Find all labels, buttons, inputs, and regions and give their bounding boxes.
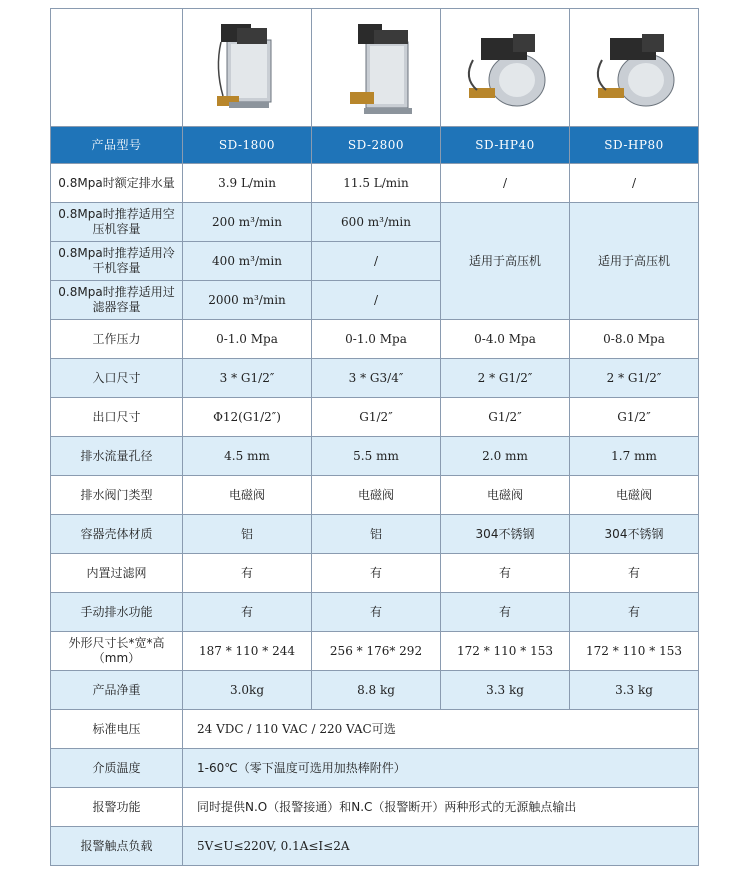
row-working-pressure (51, 320, 699, 359)
label-dimensions: 外形尺寸长*宽*高（mm） (51, 632, 183, 671)
value-cell: 600 m³/min (312, 203, 441, 242)
value-cell: 2000 m³/min (183, 281, 312, 320)
value-cell: 电磁阀 (183, 476, 312, 515)
label-orifice: 排水流量孔径 (51, 437, 183, 476)
row-compressor-capacity (51, 203, 699, 242)
product-image-sd-hp40 (441, 9, 570, 127)
value-cell-hp80-merged: 适用于高压机 (570, 203, 699, 320)
value-cell: 304不锈钢 (570, 515, 699, 554)
label-outlet-size: 出口尺寸 (51, 398, 183, 437)
row-rated-flow (51, 164, 699, 203)
label-manual-drain: 手动排水功能 (51, 593, 183, 632)
value-cell: 11.5 L/min (312, 164, 441, 203)
value-cell: 4.5 mm (183, 437, 312, 476)
value-cell-wide: 24 VDC / 110 VAC / 220 VAC可选 (183, 710, 699, 749)
label-inlet-size: 入口尺寸 (51, 359, 183, 398)
value-cell: 5.5 mm (312, 437, 441, 476)
value-cell: 有 (570, 554, 699, 593)
value-cell: 有 (441, 593, 570, 632)
row-medium-temp (51, 749, 699, 788)
label-compressor-capacity: 0.8Mpa时推荐适用空压机容量 (51, 203, 183, 242)
value-cell: 2 * G1/2″ (441, 359, 570, 398)
value-cell: 200 m³/min (183, 203, 312, 242)
model-sd-2800: SD-2800 (312, 127, 441, 164)
value-cell: 2.0 mm (441, 437, 570, 476)
value-cell: 172 * 110 * 153 (441, 632, 570, 671)
label-medium-temp: 介质温度 (51, 749, 183, 788)
value-cell: 有 (570, 593, 699, 632)
label-valve-type: 排水阀门类型 (51, 476, 183, 515)
value-cell: 铝 (183, 515, 312, 554)
value-cell: / (570, 164, 699, 203)
row-alarm (51, 788, 699, 827)
model-sd-hp80: SD-HP80 (570, 127, 699, 164)
label-alarm-load: 报警触点负载 (51, 827, 183, 866)
empty-corner-cell (51, 9, 183, 127)
value-cell: Φ12(G1/2″) (183, 398, 312, 437)
value-cell: 0-8.0 Mpa (570, 320, 699, 359)
value-cell-wide: 1-60℃（零下温度可选用加热棒附件） (183, 749, 699, 788)
row-orifice (51, 437, 699, 476)
label-rated-flow: 0.8Mpa时额定排水量 (51, 164, 183, 203)
header-label: 产品型号 (51, 127, 183, 164)
value-cell: G1/2″ (441, 398, 570, 437)
product-image-sd-1800 (183, 9, 312, 127)
model-sd-1800: SD-1800 (183, 127, 312, 164)
value-cell: G1/2″ (312, 398, 441, 437)
value-cell: 172 * 110 * 153 (570, 632, 699, 671)
row-alarm-load (51, 827, 699, 866)
value-cell: 400 m³/min (183, 242, 312, 281)
value-cell: 有 (183, 554, 312, 593)
value-cell: 304不锈钢 (441, 515, 570, 554)
value-cell: 0-1.0 Mpa (183, 320, 312, 359)
label-net-weight: 产品净重 (51, 671, 183, 710)
value-cell: G1/2″ (570, 398, 699, 437)
product-image-row (51, 9, 699, 127)
row-manual-drain (51, 593, 699, 632)
value-cell: 有 (183, 593, 312, 632)
row-outlet-size (51, 398, 699, 437)
label-dryer-capacity: 0.8Mpa时推荐适用冷干机容量 (51, 242, 183, 281)
value-cell: 187 * 110 * 244 (183, 632, 312, 671)
value-cell: / (312, 281, 441, 320)
value-cell-wide: 5V≤U≤220V, 0.1A≤I≤2A (183, 827, 699, 866)
spec-table-container (50, 8, 698, 866)
spec-table (50, 8, 699, 866)
product-image-sd-hp80 (570, 9, 699, 127)
value-cell: 3 * G3/4″ (312, 359, 441, 398)
value-cell: 0-4.0 Mpa (441, 320, 570, 359)
row-voltage (51, 710, 699, 749)
value-cell: 电磁阀 (312, 476, 441, 515)
label-voltage: 标准电压 (51, 710, 183, 749)
value-cell: 电磁阀 (570, 476, 699, 515)
value-cell: / (312, 242, 441, 281)
value-cell-hp40-merged: 适用于高压机 (441, 203, 570, 320)
value-cell: 256 * 176* 292 (312, 632, 441, 671)
value-cell: 1.7 mm (570, 437, 699, 476)
label-filter-capacity: 0.8Mpa时推荐适用过滤器容量 (51, 281, 183, 320)
value-cell-wide: 同时提供N.O（报警接通）和N.C（报警断开）两种形式的无源触点输出 (183, 788, 699, 827)
row-strainer (51, 554, 699, 593)
value-cell: 有 (441, 554, 570, 593)
value-cell: 3.9 L/min (183, 164, 312, 203)
header-row (51, 127, 699, 164)
value-cell: 铝 (312, 515, 441, 554)
row-valve-type (51, 476, 699, 515)
row-dimensions (51, 632, 699, 671)
value-cell: 3.3 kg (570, 671, 699, 710)
model-sd-hp40: SD-HP40 (441, 127, 570, 164)
value-cell: 有 (312, 554, 441, 593)
row-inlet-size (51, 359, 699, 398)
label-housing: 容器壳体材质 (51, 515, 183, 554)
value-cell: 3 * G1/2″ (183, 359, 312, 398)
label-alarm: 报警功能 (51, 788, 183, 827)
row-housing (51, 515, 699, 554)
value-cell: 电磁阀 (441, 476, 570, 515)
value-cell: 0-1.0 Mpa (312, 320, 441, 359)
value-cell: 2 * G1/2″ (570, 359, 699, 398)
row-net-weight (51, 671, 699, 710)
value-cell: 有 (312, 593, 441, 632)
value-cell: 3.3 kg (441, 671, 570, 710)
value-cell: / (441, 164, 570, 203)
label-strainer: 内置过滤网 (51, 554, 183, 593)
label-working-pressure: 工作压力 (51, 320, 183, 359)
product-image-sd-2800 (312, 9, 441, 127)
value-cell: 3.0kg (183, 671, 312, 710)
value-cell: 8.8 kg (312, 671, 441, 710)
